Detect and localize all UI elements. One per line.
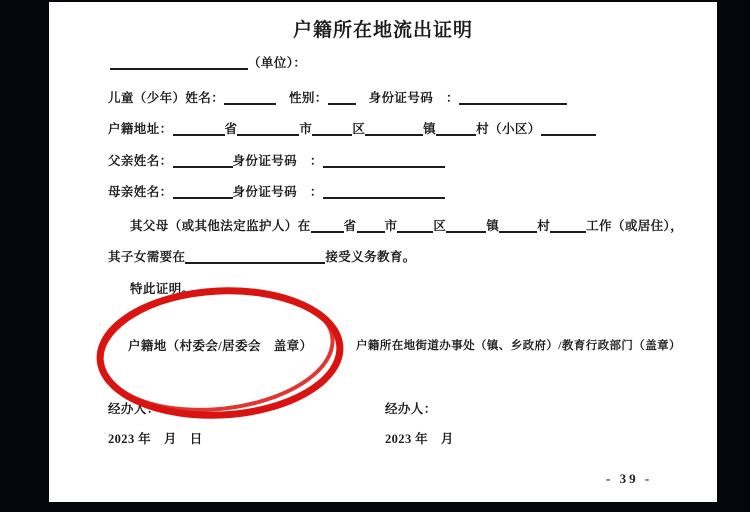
date-line-right: 2023 年 月	[385, 432, 454, 446]
form-line-household-address	[108, 122, 596, 137]
blank-field	[541, 122, 596, 136]
form-line-education	[108, 250, 416, 265]
blank-field	[224, 91, 276, 105]
form-text: 母亲姓名：	[108, 185, 173, 199]
form-line-child-info	[108, 91, 567, 106]
stamp-label-street-office: 户籍所在地街道办事处（镇、乡政府）/教育行政部门（盖章）	[356, 340, 681, 352]
form-text: 其父母（或其他法定监护人）在	[130, 219, 311, 233]
form-line-mother	[108, 185, 445, 200]
form-line-father	[108, 154, 445, 169]
form-text: 镇	[423, 122, 437, 136]
blank-field	[436, 122, 476, 136]
blank-field	[110, 56, 248, 70]
document-title: 户籍所在地流出证明	[292, 20, 473, 41]
blank-field	[446, 219, 486, 233]
form-text: 户籍地址：	[108, 122, 173, 136]
form-line-unit	[110, 56, 306, 71]
form-text: 特此证明。	[130, 282, 195, 296]
form-text: 区	[352, 122, 366, 136]
form-text: 儿童（少年）姓名：	[108, 91, 225, 105]
form-text: 市	[299, 122, 313, 136]
form-text: 身份证号码 ：	[232, 185, 323, 199]
blank-field	[365, 122, 423, 136]
blank-field	[357, 219, 385, 233]
blank-field	[550, 219, 586, 233]
form-text: （单位）：	[248, 56, 307, 70]
form-text: 省	[343, 219, 357, 233]
form-text: 镇	[486, 219, 500, 233]
form-text: 村（小区）	[476, 122, 541, 136]
form-text: 村	[537, 219, 551, 233]
form-text: 其子女需要在	[108, 250, 186, 264]
form-line-hereby-certified	[130, 282, 195, 297]
form-text: 工作（或居住），	[586, 219, 684, 233]
form-text: 省	[224, 122, 238, 136]
blank-field	[312, 122, 352, 136]
blank-field	[237, 122, 299, 136]
form-text: 身份证号码 ：	[355, 91, 459, 105]
form-text: 性别：	[276, 91, 328, 105]
blank-field	[459, 91, 567, 105]
page-number: - 39 -	[606, 471, 653, 486]
blank-field	[499, 219, 537, 233]
handler-label-left: 经办人：	[108, 402, 160, 416]
form-text: 区	[433, 219, 447, 233]
blank-field	[185, 250, 325, 264]
blank-field	[323, 185, 445, 199]
form-text: 市	[384, 219, 398, 233]
stamp-label-household-committee: 户籍地（村委会/居委会 盖章）	[128, 339, 313, 353]
form-text: 身份证号码 ：	[232, 154, 323, 168]
form-text: 接受义务教育。	[325, 250, 416, 264]
form-line-parents-work	[130, 219, 683, 234]
blank-field	[311, 219, 344, 233]
form-text: 父亲姓名：	[108, 154, 173, 168]
blank-field	[323, 154, 445, 168]
date-line-left: 2023 年 月 日	[108, 432, 203, 446]
document-page	[49, 2, 717, 502]
handler-label-right: 经办人：	[385, 402, 437, 416]
blank-field	[173, 154, 233, 168]
blank-field	[173, 122, 225, 136]
blank-field	[397, 219, 433, 233]
blank-field	[328, 91, 356, 105]
blank-field	[173, 185, 233, 199]
